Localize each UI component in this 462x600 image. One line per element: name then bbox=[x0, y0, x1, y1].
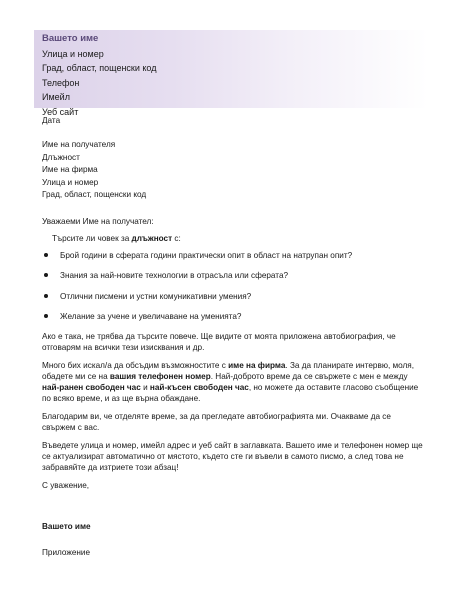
bullet-text: Отлични писмени и устни комуникативни умения? bbox=[60, 291, 252, 301]
bullet-icon bbox=[44, 294, 48, 298]
enclosure-label[interactable]: Приложение bbox=[42, 548, 91, 558]
bullet-text: Желание за учене и увеличаване на уменията? bbox=[60, 311, 242, 321]
recipient-name[interactable]: Име на получателя bbox=[42, 140, 116, 149]
sender-street[interactable]: Улица и номер bbox=[42, 48, 104, 59]
intro-text-after: с: bbox=[172, 233, 181, 243]
intro-text-before: Търсите ли човек за bbox=[52, 233, 132, 243]
recipient-block bbox=[42, 139, 426, 202]
latest-time-field: най-късен свободен час bbox=[149, 383, 249, 393]
sender-phone[interactable]: Телефон bbox=[42, 77, 80, 88]
paragraph-thanks[interactable]: Благодарим ви, че отделяте време, за да прегледате автобиографията ми. Очакваме да се свържем с вас. bbox=[42, 412, 391, 433]
earliest-time-field: най-ранен свободен час bbox=[42, 383, 141, 393]
list-item[interactable] bbox=[42, 270, 426, 281]
sender-email[interactable]: Имейл bbox=[42, 92, 70, 103]
paragraph-interview-text-3: . Най-доброто време да се свържете с мен е между bbox=[210, 372, 408, 382]
list-item[interactable] bbox=[42, 250, 426, 261]
company-name-field: име на фирма bbox=[228, 361, 286, 371]
list-item[interactable] bbox=[42, 291, 426, 302]
phone-number-field: вашия телефонен номер bbox=[109, 372, 211, 382]
recipient-street[interactable]: Улица и номер bbox=[42, 177, 99, 187]
bullet-icon bbox=[44, 314, 48, 318]
paragraph-instructions[interactable]: Въведете улица и номер, имейл адрес и уеб сайт в заглавката. Вашето име и телефонен номер ще се актуализират автоматично от мястото, където сте ги въвели в самото писмо, а след това не забравяйте да изтриете този абзац! bbox=[42, 441, 423, 473]
recipient-title[interactable]: Длъжност bbox=[42, 152, 80, 162]
paragraph-interview-text-1: Много бих искал/а да обсъдим възможностите с bbox=[42, 361, 229, 371]
sender-website[interactable]: Уеб сайт bbox=[42, 106, 79, 117]
intro-line[interactable] bbox=[52, 233, 426, 244]
letter-date[interactable]: Дата bbox=[42, 116, 61, 125]
recipient-company[interactable]: Име на фирма bbox=[42, 165, 98, 175]
closing[interactable]: С уважение, bbox=[42, 481, 90, 491]
signature-name[interactable]: Вашето име bbox=[42, 522, 91, 532]
letter-body bbox=[42, 115, 426, 558]
paragraph-interview-text-4: и bbox=[140, 383, 150, 393]
salutation[interactable]: Уважаеми Име на получател: bbox=[42, 216, 154, 226]
bullet-icon bbox=[44, 253, 48, 257]
paragraph-interview-text-2: . За да планирате интервю, моля, обадете ми се на bbox=[42, 361, 414, 382]
list-item[interactable] bbox=[42, 311, 426, 322]
paragraph-fit[interactable]: Ако е така, не трябва да търсите повече. Ще видите от моята приложена автобиография, че отговарям на всички тези изисквания и др. bbox=[42, 332, 396, 353]
bullet-text: Брой години в сферата години практически опит в област на натрупан опит? bbox=[60, 250, 353, 260]
sender-header bbox=[42, 32, 157, 120]
bullet-icon bbox=[44, 273, 48, 277]
bullet-text: Знания за най-новите технологии в отрасъла или сферата? bbox=[60, 271, 289, 281]
recipient-city[interactable]: Град, област, пощенски код bbox=[42, 190, 147, 200]
sender-name[interactable]: Вашето име bbox=[42, 33, 99, 44]
intro-position: длъжност bbox=[131, 233, 173, 243]
sender-city[interactable]: Град, област, пощенски код bbox=[42, 63, 157, 74]
paragraph-interview[interactable] bbox=[42, 360, 426, 404]
qualifications-list bbox=[42, 250, 426, 322]
paragraph-interview-text-5: , но можете да оставите гласово съобщение по всяко време, и аз ще върна обаждане. bbox=[42, 383, 419, 404]
